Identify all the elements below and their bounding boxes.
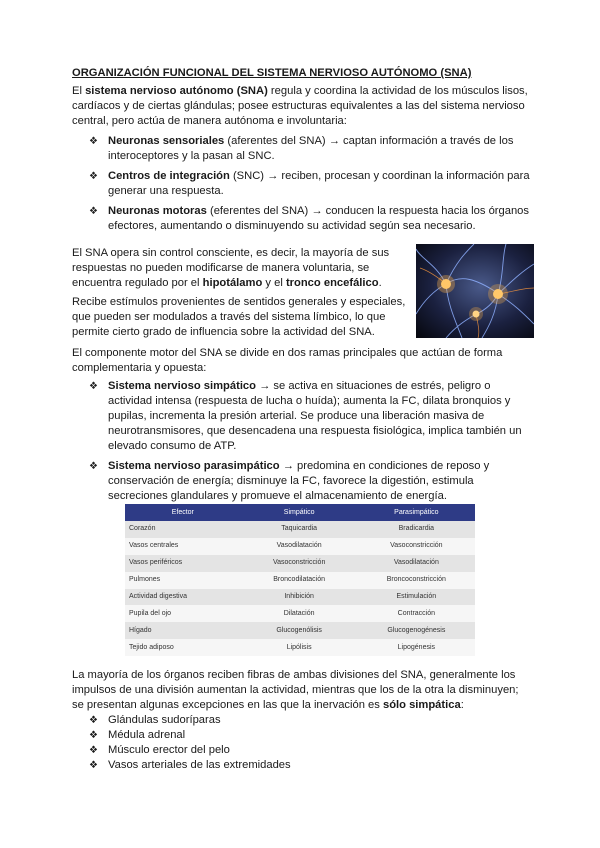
- list-item: [89, 169, 532, 199]
- diamond-bullet-icon: ❖: [89, 381, 98, 392]
- item-text: Médula adrenal: [108, 729, 186, 741]
- table-cell: Contracción: [358, 605, 475, 622]
- control-paragraph: [72, 246, 408, 291]
- table-cell: Hígado: [125, 622, 241, 639]
- neurons-illustration: [416, 244, 534, 338]
- item-text: (eferentes del SNA) → conducen la respuesta hacia los órganos efectores, aumentando o disminuyendo su actividad según sea necesario.: [108, 205, 529, 232]
- table-cell: Estimulación: [358, 589, 475, 606]
- table-cell: Vasodilatación: [241, 538, 358, 555]
- table-cell: Vasos centrales: [125, 538, 241, 555]
- item-text: predomina en condiciones de reposo y conservación de energía; disminuye la FC, favorece la digestión, estimula secreciones glandulares y promueve el almacenamiento de energía.: [108, 460, 490, 502]
- table-row: [125, 572, 475, 589]
- column-header: Parasimpático: [358, 504, 475, 521]
- list-item: [89, 743, 532, 758]
- document-page: [72, 66, 532, 509]
- branches-list: [72, 379, 532, 504]
- item-text: se activa en situaciones de estrés, peligro o actividad intensa (respuesta de lucha o huída); aumenta la FC, dilata bronquios y pupilas, incrementa la presión arterial. Se produce una liberación masiva de neurotransmisores, que desencadena una respuesta fisiológica, implica también un elevado consumo de ATP.: [108, 380, 522, 452]
- control-section: [72, 246, 532, 340]
- table-cell: Vasoconstricción: [241, 555, 358, 572]
- page-title: ORGANIZACIÓN FUNCIONAL DEL SISTEMA NERVIOSO AUTÓNOMO (SNA): [72, 67, 472, 79]
- item-text: Glándulas sudoríparas: [108, 714, 221, 726]
- control-mid: y el: [262, 277, 286, 289]
- table-cell: Vasodilatación: [358, 555, 475, 572]
- control-pre: El SNA opera sin control consciente, es decir, la mayoría de sus respuestas no pueden modificarse de manera voluntaria, se encuentra regulado por el: [72, 247, 390, 289]
- control-post: .: [378, 277, 382, 289]
- table-cell: Vasos periféricos: [125, 555, 241, 572]
- table-cell: Lipólisis: [241, 639, 358, 656]
- list-item: [89, 379, 532, 454]
- dual-post: :: [460, 699, 464, 711]
- item-bold: Sistema nervioso parasimpático: [108, 460, 280, 472]
- table-cell: Broncoconstricción: [358, 572, 475, 589]
- table-row: [125, 589, 475, 606]
- intro-pre: El: [72, 85, 86, 97]
- diamond-bullet-icon: ❖: [89, 136, 98, 147]
- table-row: [125, 622, 475, 639]
- table-cell: Bradicardia: [358, 521, 475, 538]
- table-cell: Pulmones: [125, 572, 241, 589]
- table-cell: Glucogenólisis: [241, 622, 358, 639]
- table-cell: Vasoconstricción: [358, 538, 475, 555]
- list-item: [89, 459, 532, 504]
- diamond-bullet-icon: ❖: [89, 171, 98, 182]
- table-row: [125, 538, 475, 555]
- stimuli-paragraph: Recibe estímulos provenientes de sentidos generales y especiales, que pueden ser modulados a través del sistema límbico, lo que permite cierto grado de influencia sobre la actividad del SNA.: [72, 296, 406, 338]
- dual-innervation-paragraph: [72, 668, 532, 713]
- item-bold: Neuronas motoras: [108, 205, 207, 217]
- exceptions-section: [72, 668, 532, 773]
- diamond-bullet-icon: ❖: [89, 461, 98, 472]
- intro-bold: sistema nervioso autónomo (SNA): [85, 85, 268, 97]
- list-item: [89, 134, 532, 164]
- intro-post: regula y coordina la actividad de los músculos lisos, cardíacos y de ciertas glándulas; posee estructuras equivalentes a las del sistema nervioso central, pero actúa de manera autónoma e involuntaria:: [72, 85, 528, 127]
- table-cell: Corazón: [125, 521, 241, 538]
- intro-paragraph: [72, 84, 532, 129]
- item-bold: Neuronas sensoriales: [108, 135, 225, 147]
- item-text: Vasos arteriales de las extremidades: [108, 759, 291, 771]
- hypothalamus-bold: hipotálamo: [202, 277, 263, 289]
- item-bold: Sistema nervioso simpático: [108, 380, 256, 392]
- item-arrow: →: [255, 380, 274, 392]
- table-cell: Inhibición: [241, 589, 358, 606]
- table-cell: Dilatación: [241, 605, 358, 622]
- exceptions-list: [72, 713, 532, 773]
- item-text: (aferentes del SNA) → captan información a través de los interoceptores y la pasan al SNC.: [108, 135, 514, 162]
- diamond-bullet-icon: ❖: [89, 760, 98, 771]
- diamond-bullet-icon: ❖: [89, 745, 98, 756]
- diamond-bullet-icon: ❖: [89, 206, 98, 217]
- list-item: [89, 713, 532, 728]
- table-row: [125, 555, 475, 572]
- list-item: [89, 758, 532, 773]
- sympathetic-only-bold: sólo simpática: [382, 699, 461, 711]
- table-cell: Pupila del ojo: [125, 605, 241, 622]
- column-header: Efector: [125, 504, 241, 521]
- item-arrow: →: [279, 460, 298, 472]
- item-text: Músculo erector del pelo: [108, 744, 230, 756]
- dual-pre: La mayoría de los órganos reciben fibras de ambas divisiones del SNA, generalmente los impulsos de una división aumentan la actividad, mientras que los de la otra la disminuyen; se presentan algunas excepciones en las que la inervación es: [72, 669, 519, 711]
- components-list: [72, 134, 532, 234]
- table-row: [125, 521, 475, 538]
- table-row: [125, 639, 475, 656]
- effects-table: [125, 504, 475, 656]
- table-cell: Actividad digestiva: [125, 589, 241, 606]
- brainstem-bold: tronco encefálico: [285, 277, 379, 289]
- table-row: [125, 605, 475, 622]
- column-header: Simpático: [241, 504, 358, 521]
- item-bold: Centros de integración: [108, 170, 230, 182]
- neuron-image: [416, 244, 534, 338]
- table-cell: Taquicardia: [241, 521, 358, 538]
- diamond-bullet-icon: ❖: [89, 730, 98, 741]
- table-cell: Broncodilatación: [241, 572, 358, 589]
- list-item: [89, 728, 532, 743]
- item-text: (SNC) → reciben, procesan y coordinan la información para generar una respuesta.: [108, 170, 530, 197]
- list-item: [89, 204, 532, 234]
- table-header-row: [125, 504, 475, 521]
- table-cell: Tejido adiposo: [125, 639, 241, 656]
- table-cell: Glucogenogénesis: [358, 622, 475, 639]
- motor-intro: El componente motor del SNA se divide en dos ramas principales que actúan de forma complementaria y opuesta:: [72, 347, 503, 374]
- diamond-bullet-icon: ❖: [89, 715, 98, 726]
- table-cell: Lipogénesis: [358, 639, 475, 656]
- control-text: [72, 246, 408, 340]
